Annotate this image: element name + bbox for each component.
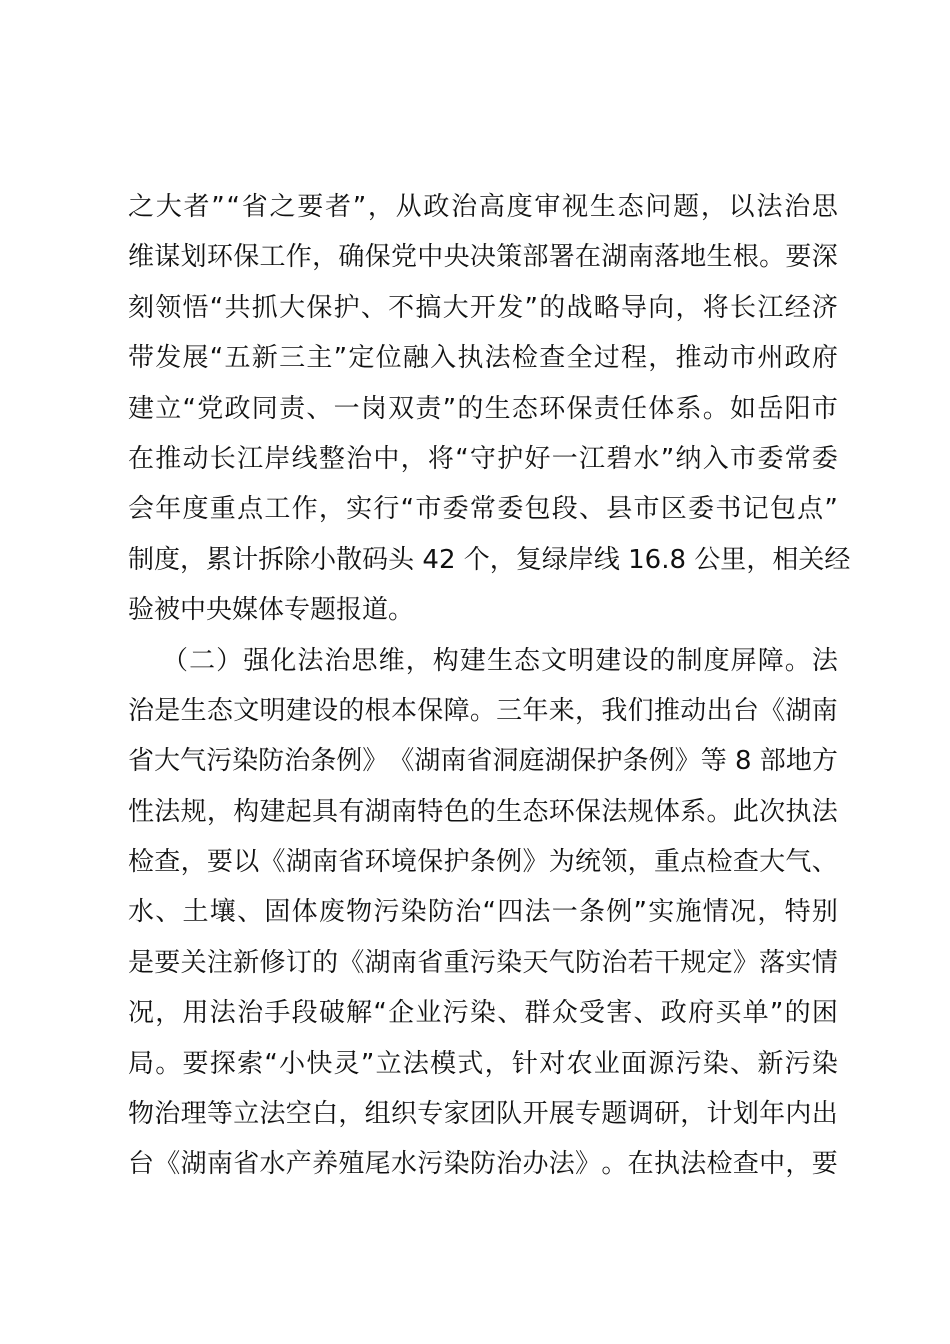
text-line: 况 ， 用 法 治 手 段 破 解 “ 企 业 污 染 、 群 众 受 害 、 政 府 买 单 ” 的 困 <box>128 998 838 1029</box>
text-line: 验被中央媒体专题报道。 <box>128 595 415 626</box>
text-line: 检 查 ， 要 以 《 湖 南 省 环 境 保 护 条 例 》 为 统 领 ， 重 点 检 查 大 气 、 <box>128 847 838 878</box>
text-line: 性 法 规 ， 构 建 起 具 有 湖 南 特 色 的 生 态 环 保 法 规 体 系 。 此 次 执 法 <box>128 796 838 827</box>
text-line: 刻 领 悟 “ 共 抓 大 保 护 、 不 搞 大 开 发 ” 的 战 略 导 向 ， 将 长 江 经 济 <box>128 292 838 323</box>
text-line: 在 推 动 长 江 岸 线 整 治 中 ， 将 “ 守 护 好 一 江 碧 水 ” 纳 入 市 委 常 委 <box>128 443 838 474</box>
text-line: 制 度 ， 累 计 拆 除 小 散 码 头 42 个 ， 复 绿 岸 线 16.8 公 里 ， 相 关 经 <box>128 544 851 575</box>
text-line: 省 大 气 污 染 防 治 条 例 》 《 湖 南 省 洞 庭 湖 保 护 条 例 》 等 8 部 地 方 <box>128 746 838 777</box>
text-line: 治 是 生 态 文 明 建 设 的 根 本 保 障 。 三 年 来 ， 我 们 推 动 出 台 《 湖 南 <box>128 695 838 726</box>
text-line: 物 治 理 等 立 法 空 白 ， 组 织 专 家 团 队 开 展 专 题 调 研 ， 计 划 年 内 出 <box>128 1099 838 1130</box>
text-line: 局 。 要 探 索 “ 小 快 灵 ” 立 法 模 式 ， 针 对 农 业 面 源 污 染 、 新 污 染 <box>128 1048 838 1079</box>
body-text <box>128 182 851 1190</box>
text-line: 之 大 者 ” “ 省 之 要 者 ” ， 从 政 治 高 度 审 视 生 态 问 题 ， 以 法 治 思 <box>128 192 838 222</box>
text-line: 会 年 度 重 点 工 作 ， 实 行 “ 市 委 常 委 包 段 、 县 市 区 委 书 记 包 点 ” <box>128 494 838 525</box>
paragraph-start-line: （ 二 ） 强 化 法 治 思 维 ， 构 建 生 态 文 明 建 设 的 制 度 屏 障 。 法 <box>162 645 838 676</box>
text-line: 水 、 土 壤 、 固 体 废 物 污 染 防 治 “ 四 法 一 条 例 ” 实 施 情 况 ， 特 别 <box>128 897 838 928</box>
text-line: 建 立 “ 党 政 同 责 、 一 岗 双 责 ” 的 生 态 环 保 责 任 体 系 。 如 岳 阳 市 <box>128 393 838 424</box>
text-line: 维 谋 划 环 保 工 作 ， 确 保 党 中 央 决 策 部 署 在 湖 南 落 地 生 根 。 要 深 <box>128 242 838 273</box>
text-line: 带 发 展 “ 五 新 三 主 ” 定 位 融 入 执 法 检 查 全 过 程 ， 推 动 市 州 政 府 <box>128 343 838 374</box>
text-line: 是 要 关 注 新 修 订 的 《 湖 南 省 重 污 染 天 气 防 治 若 干 规 定 》 落 实 情 <box>128 947 838 978</box>
text-line: 台 《 湖 南 省 水 产 养 殖 尾 水 污 染 防 治 办 法 》 。 在 执 法 检 查 中 ， 要 <box>128 1149 838 1180</box>
